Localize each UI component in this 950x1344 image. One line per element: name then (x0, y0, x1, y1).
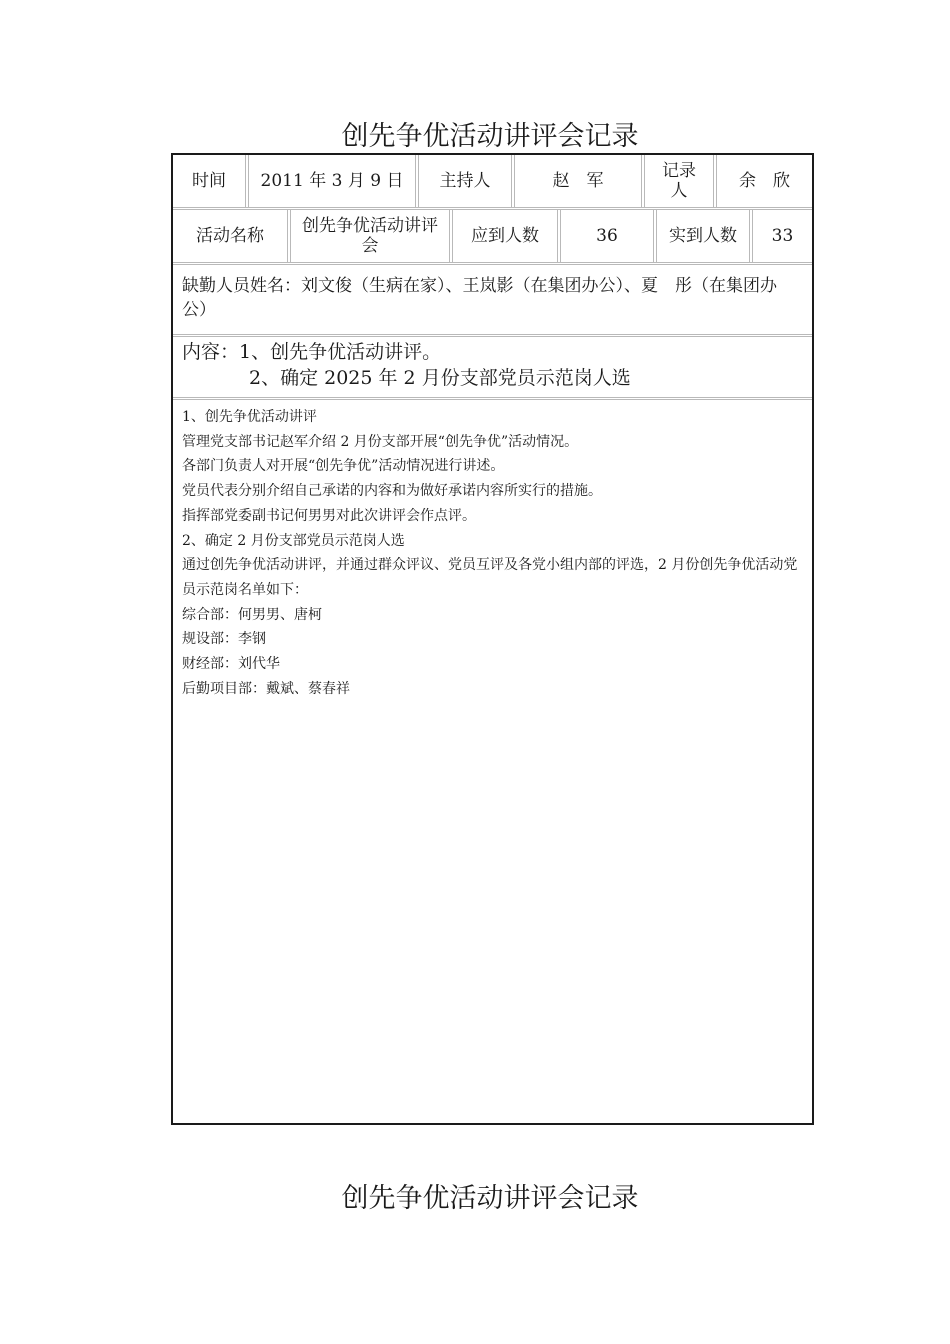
activity-value: 创先争优活动讲评会 (302, 215, 438, 256)
host-value: 赵 军 (552, 171, 604, 191)
minutes-line: 财经部：刘代华 (182, 656, 280, 673)
agenda-line-1: 内容：1、创先争优活动讲评。 (182, 341, 442, 363)
minutes-line: 各部门负责人对开展“创先争优”活动情况进行讲述。 (182, 458, 505, 475)
minutes-line: 综合部：何男男、唐柯 (182, 606, 322, 623)
agenda-line-2: 2、确定 2025 年 2 月份支部党员示范岗人选 (249, 367, 631, 389)
minutes-line: 后勤项目部：戴斌、蔡春祥 (182, 680, 350, 697)
absentee-list: 缺勤人员姓名：刘文俊（生病在家）、王岚影（在集团办公）、夏 彤（在集团办公） (182, 276, 777, 320)
activity-label: 活动名称 (196, 225, 264, 246)
minutes-line: 规设部：李钢 (182, 631, 266, 648)
table-row-basic-info (173, 155, 812, 210)
actual-attendance-value: 33 (771, 225, 794, 246)
minutes-line: 通过创先争优活动讲评，并通过群众评议、党员互评及各党小组内部的评选，2 月份创先争优活动党员示范岗名单如下： (182, 557, 798, 598)
time-value: 2011 年 3 月 9 日 (260, 171, 404, 191)
actual-attendance-label: 实到人数 (669, 225, 737, 246)
minutes-line: 指挥部党委副书记何男男对此次讲评会作点评。 (182, 507, 476, 524)
table-row-absentees (173, 264, 812, 337)
host-label: 主持人 (439, 171, 491, 191)
recorder-label: 记录人 (662, 161, 696, 201)
meeting-minutes (182, 405, 804, 701)
table-row-activity (173, 209, 812, 265)
agenda (182, 339, 802, 391)
meeting-record-table (171, 153, 814, 1125)
page-title: 创先争优活动讲评会记录 (341, 121, 639, 152)
expected-attendance-label: 应到人数 (471, 225, 539, 246)
minutes-line: 2、确定 2 月份支部党员示范岗人选 (182, 532, 405, 549)
time-label: 时间 (192, 171, 226, 191)
minutes-line: 党员代表分别介绍自己承诺的内容和为做好承诺内容所实行的措施。 (182, 483, 602, 500)
expected-attendance-value: 36 (596, 225, 618, 246)
recorder-value: 余 欣 (739, 171, 790, 191)
next-page-title: 创先争优活动讲评会记录 (341, 1183, 639, 1214)
minutes-line: 管理党支部书记赵军介绍 2 月份支部开展“创先争优”活动情况。 (182, 433, 579, 450)
minutes-line: 1、创先争优活动讲评 (182, 409, 317, 425)
table-row-agenda (173, 336, 812, 400)
